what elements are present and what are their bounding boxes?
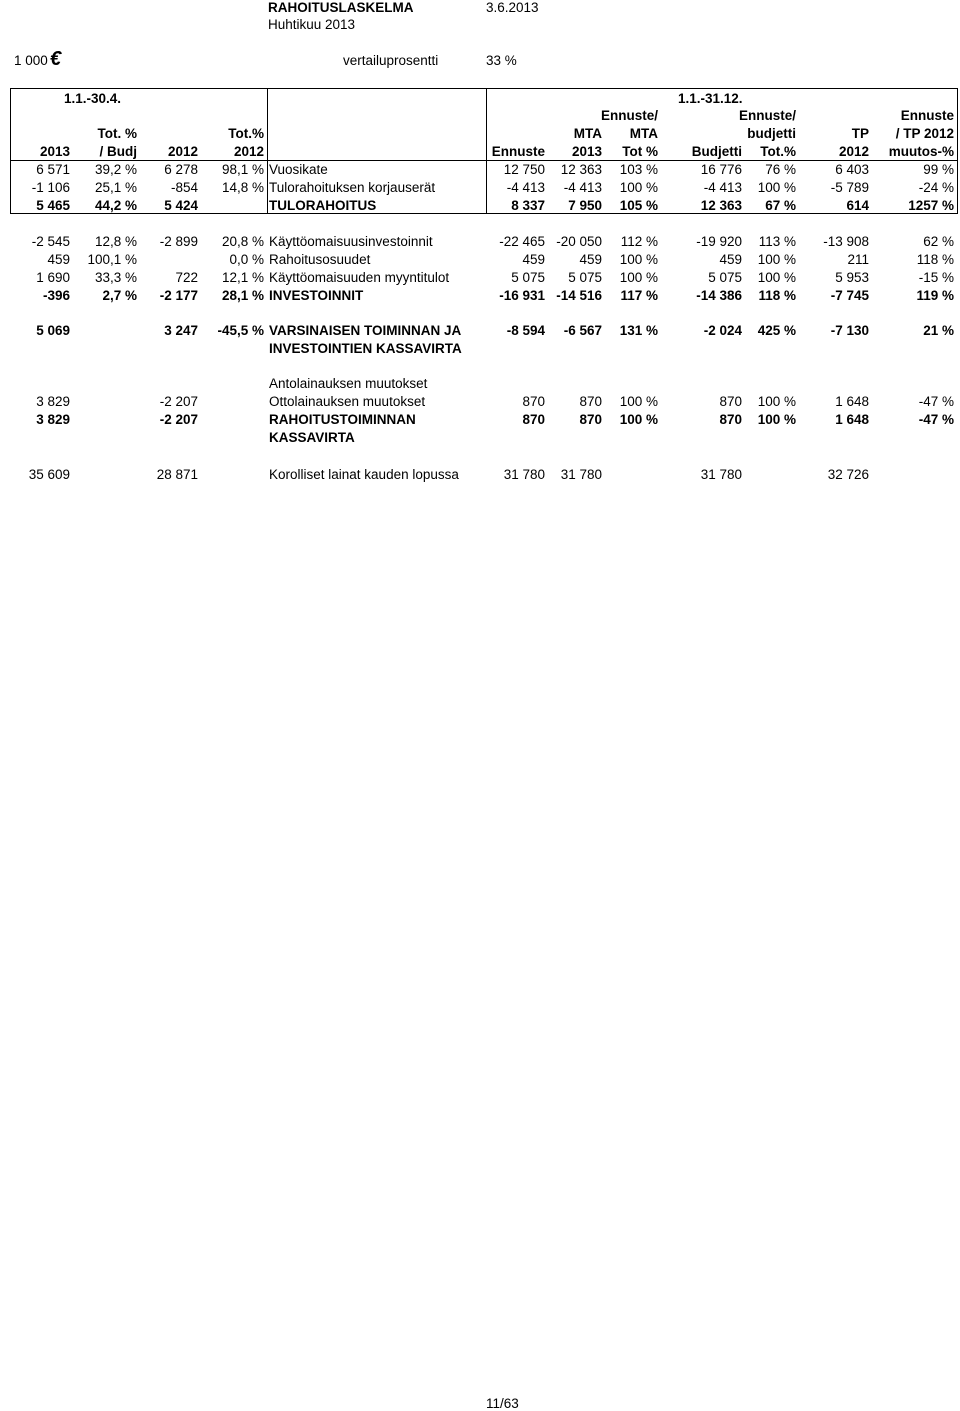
table-cell: -2 545 (31, 234, 70, 249)
comparison-label: vertailuprosentti (343, 53, 439, 68)
table-cell: 12,8 % (94, 234, 137, 249)
row-label: Antolainauksen muutokset (269, 376, 428, 391)
table-cell: 100 % (757, 412, 796, 427)
table-cell: 67 % (765, 198, 796, 213)
row-label: Tulorahoituksen korjauserät (269, 180, 436, 195)
table-cell: 100 % (619, 394, 658, 409)
table-cell: -4 413 (563, 180, 602, 195)
table-cell: 33,3 % (94, 270, 137, 285)
table-top-border (10, 88, 958, 89)
euro-symbol: € (50, 48, 62, 70)
header-col-3-line-2: 2012 (233, 144, 264, 159)
table-cell: -13 908 (823, 234, 869, 249)
period-right: 1.1.-31.12. (678, 91, 743, 106)
comparison-value: 33 % (486, 53, 517, 68)
table-cell: 5 465 (36, 198, 70, 213)
row-label: TULORAHOITUS (269, 198, 377, 213)
table-cell: 7 950 (568, 198, 602, 213)
header-col-6-line-2: 2013 (571, 144, 602, 159)
header-col-10-line-2: 2012 (838, 144, 869, 159)
table-cell: -14 516 (556, 288, 602, 303)
table-cell: -2 207 (159, 412, 198, 427)
header-col-6-line-1: MTA (573, 126, 602, 141)
row-label-line2: INVESTOINTIEN KASSAVIRTA (269, 341, 462, 356)
table-cell: 118 % (916, 252, 954, 267)
table-cell: -14 386 (696, 288, 742, 303)
table-cell: -15 % (918, 270, 954, 285)
table-cell: 103 % (619, 162, 658, 177)
table-cell: 32 726 (827, 467, 869, 482)
table-cell: 5 069 (36, 323, 70, 338)
table-cell: 31 780 (700, 467, 742, 482)
table-cell: 117 % (620, 288, 658, 303)
table-cell: 76 % (765, 162, 796, 177)
header-col-9-line-2: Tot.% (760, 144, 796, 159)
header-col-2-line-2: 2012 (167, 144, 198, 159)
table-cell: 12,1 % (221, 270, 264, 285)
table-cell: 25,1 % (94, 180, 137, 195)
header-col-8-line-2: Budjetti (691, 144, 742, 159)
table-cell: -854 (170, 180, 198, 195)
table-cell: 28,1 % (221, 288, 264, 303)
table-cell: 113 % (758, 234, 796, 249)
row-label-line2: KASSAVIRTA (269, 430, 355, 445)
table-cell: -6 567 (563, 323, 602, 338)
table-cell: 5 075 (708, 270, 742, 285)
table-cell: 44,2 % (94, 198, 137, 213)
table-cell: -2 207 (159, 394, 198, 409)
table-cell: -7 130 (830, 323, 869, 338)
table-first-block-border (10, 213, 958, 214)
report-title: RAHOITUSLASKELMA (268, 0, 414, 15)
header-col-3-line-1: Tot.% (228, 126, 264, 141)
table-cell: 459 (719, 252, 742, 267)
table-cell: -396 (42, 288, 70, 303)
table-cell: 5 075 (568, 270, 602, 285)
table-cell: 16 776 (700, 162, 742, 177)
table-cell: -1 106 (31, 180, 70, 195)
row-label: Vuosikate (269, 162, 328, 177)
row-label: Käyttöomaisuusinvestoinnit (269, 234, 433, 249)
table-cell: 1 690 (36, 270, 70, 285)
header-col-0-line-2: 2013 (39, 144, 70, 159)
table-cell: 614 (846, 198, 869, 213)
table-cell: 131 % (619, 323, 658, 338)
table-cell: 31 780 (503, 467, 545, 482)
table-cell: 211 (847, 252, 869, 267)
table-cell: -8 594 (506, 323, 545, 338)
report-period: Huhtikuu 2013 (268, 17, 356, 32)
table-cell: 6 278 (164, 162, 198, 177)
table-cell: 459 (579, 252, 602, 267)
table-cell: -7 745 (830, 288, 869, 303)
table-cell: -47 % (918, 394, 954, 409)
table-cell: -47 % (918, 412, 954, 427)
table-forecast-divider (486, 88, 487, 214)
table-cell: 722 (175, 270, 198, 285)
table-cell: 1 648 (835, 412, 869, 427)
row-label: VARSINAISEN TOIMINNAN JA (269, 323, 462, 338)
table-right-border (957, 88, 958, 214)
table-cell: 870 (522, 412, 545, 427)
header-col-11-line-1: / TP 2012 (895, 126, 954, 141)
table-cell: 28 871 (156, 467, 198, 482)
table-cell: 2,7 % (102, 288, 137, 303)
table-cell: 459 (47, 252, 70, 267)
header-bottom-border (10, 160, 958, 161)
table-cell: -19 920 (696, 234, 742, 249)
table-cell: 21 % (923, 323, 954, 338)
table-cell: 5 953 (835, 270, 869, 285)
table-cell: -45,5 % (217, 323, 264, 338)
table-cell: 20,8 % (221, 234, 264, 249)
table-cell: 425 % (757, 323, 796, 338)
table-cell: 105 % (619, 198, 658, 213)
table-cell: -4 413 (703, 180, 742, 195)
header-col-7-line-2: Tot % (622, 144, 658, 159)
table-cell: 31 780 (560, 467, 602, 482)
table-cell: 1 648 (835, 394, 869, 409)
table-label-divider (267, 88, 268, 214)
table-cell: 870 (719, 412, 742, 427)
table-cell: 100 % (757, 394, 796, 409)
table-cell: 98,1 % (221, 162, 264, 177)
table-cell: -2 177 (159, 288, 198, 303)
table-cell: 99 % (923, 162, 954, 177)
table-cell: 0,0 % (229, 252, 264, 267)
row-label: Rahoitusosuudet (269, 252, 371, 267)
table-cell: -5 789 (830, 180, 869, 195)
table-cell: -22 465 (499, 234, 545, 249)
header-col-10-line-1: TP (851, 126, 869, 141)
header-col-11-line-2: muutos-% (888, 144, 954, 159)
table-cell: -24 % (918, 180, 954, 195)
header-col-7-line-1: MTA (629, 126, 658, 141)
table-left-border (10, 88, 11, 214)
table-cell: 870 (579, 394, 602, 409)
table-cell: 3 829 (36, 412, 70, 427)
table-cell: -16 931 (499, 288, 545, 303)
table-cell: 100 % (619, 270, 658, 285)
table-cell: 870 (719, 394, 742, 409)
table-cell: 100 % (619, 180, 658, 195)
table-cell: 100,1 % (87, 252, 137, 267)
report-date: 3.6.2013 (486, 0, 539, 15)
table-cell: 12 363 (560, 162, 602, 177)
header-col-5-line-2: Ennuste (491, 144, 545, 159)
table-cell: 112 % (620, 234, 658, 249)
row-label: Korolliset lainat kauden lopussa (269, 467, 459, 482)
table-cell: 12 363 (700, 198, 742, 213)
table-cell: 8 337 (511, 198, 545, 213)
header-col-11-line-0: Ennuste (900, 108, 954, 123)
header-col-9-line-0: Ennuste/ (738, 108, 796, 123)
table-cell: 6 571 (36, 162, 70, 177)
header-col-7-line-0: Ennuste/ (600, 108, 658, 123)
page-number: 11/63 (486, 1396, 519, 1411)
table-cell: 5 424 (164, 198, 198, 213)
table-cell: 100 % (757, 252, 796, 267)
header-col-9-line-1: budjetti (747, 126, 796, 141)
table-cell: 100 % (757, 180, 796, 195)
table-cell: -20 050 (556, 234, 602, 249)
unit-amount: 1 000 (14, 53, 48, 68)
table-cell: 14,8 % (221, 180, 264, 195)
row-label: INVESTOINNIT (269, 288, 364, 303)
table-cell: -2 024 (703, 323, 742, 338)
table-cell: 100 % (757, 270, 796, 285)
table-cell: 459 (522, 252, 545, 267)
table-cell: 39,2 % (94, 162, 137, 177)
row-label: Käyttöomaisuuden myyntitulot (269, 270, 450, 285)
table-cell: 100 % (619, 252, 658, 267)
table-cell: 1257 % (908, 198, 954, 213)
table-cell: 119 % (916, 288, 954, 303)
table-cell: 3 829 (36, 394, 70, 409)
table-cell: 870 (579, 412, 602, 427)
table-cell: 100 % (619, 412, 658, 427)
table-cell: 12 750 (503, 162, 545, 177)
table-cell: 118 % (758, 288, 796, 303)
table-cell: 6 403 (835, 162, 869, 177)
row-label: RAHOITUSTOIMINNAN (269, 412, 416, 427)
table-cell: 62 % (923, 234, 954, 249)
table-cell: 3 247 (164, 323, 198, 338)
header-col-1-line-2: / Budj (99, 144, 137, 159)
table-cell: 5 075 (511, 270, 545, 285)
table-cell: 35 609 (28, 467, 70, 482)
table-cell: -4 413 (506, 180, 545, 195)
period-left: 1.1.-30.4. (64, 91, 122, 106)
row-label: Ottolainauksen muutokset (269, 394, 426, 409)
table-cell: 870 (522, 394, 545, 409)
table-cell: -2 899 (159, 234, 198, 249)
header-col-1-line-1: Tot. % (97, 126, 137, 141)
